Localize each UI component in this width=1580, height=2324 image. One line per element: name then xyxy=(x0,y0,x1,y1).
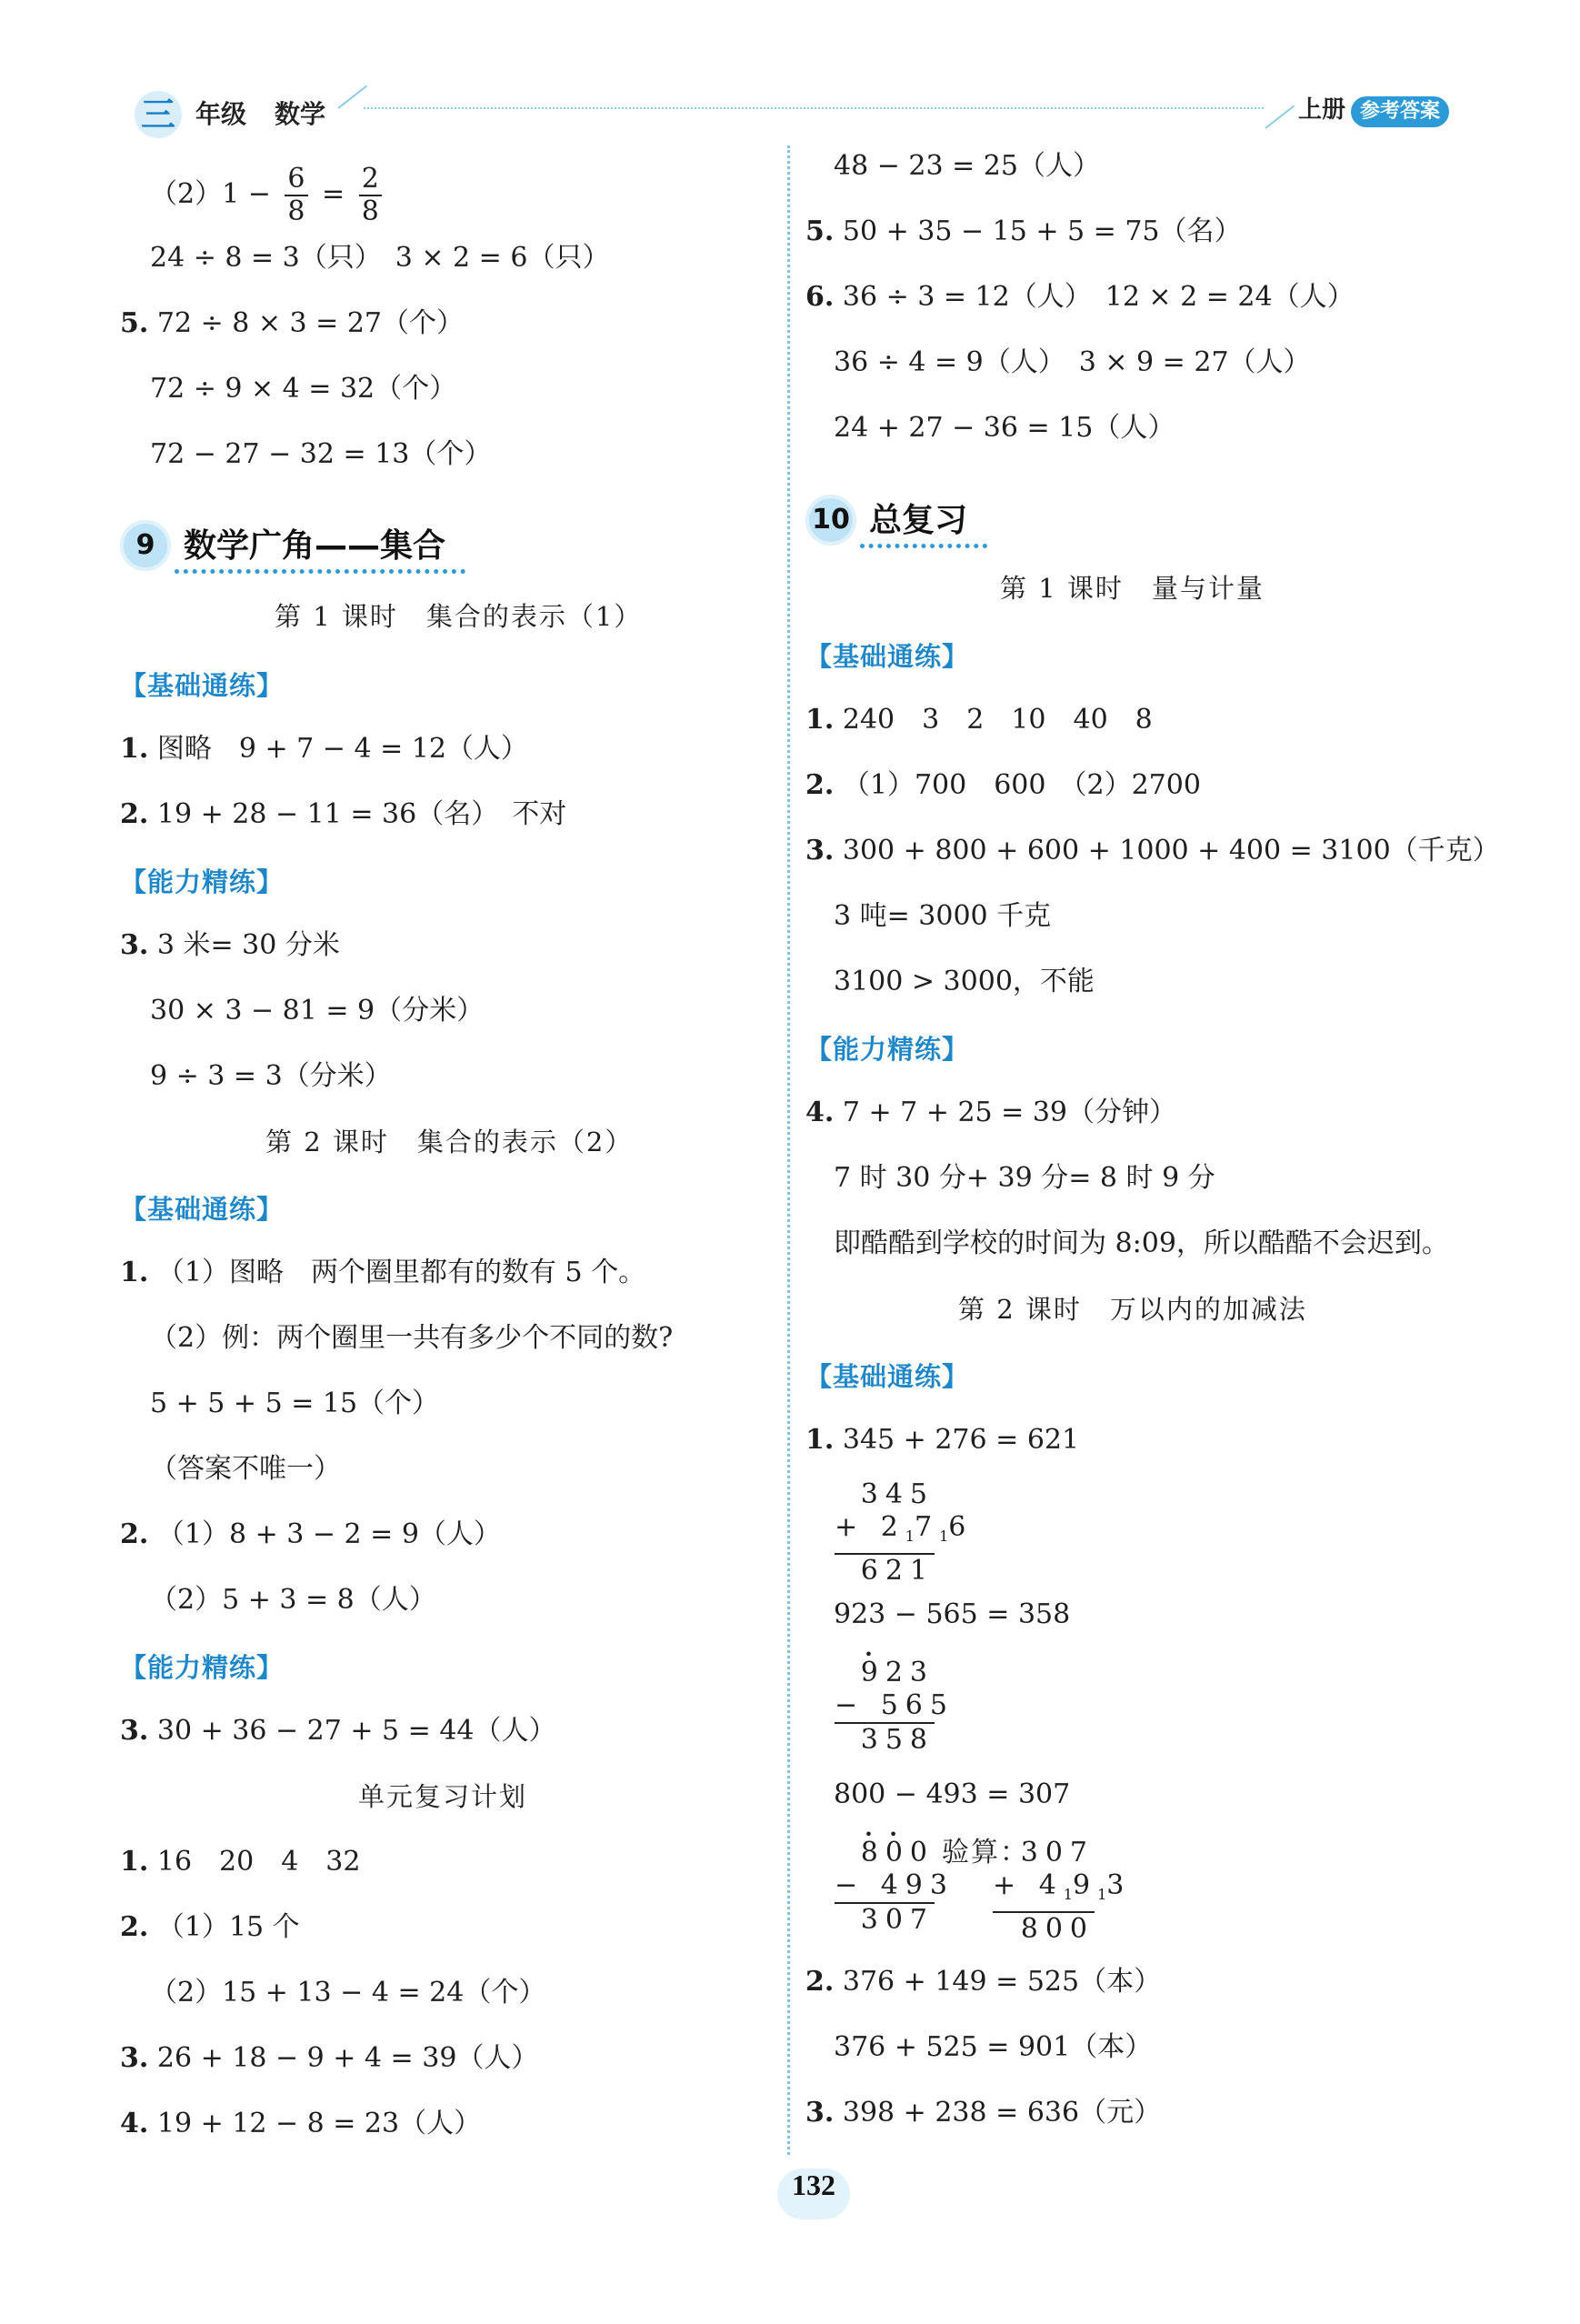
answer-line: 24 ÷ 8 = 3（只） 3 × 2 = 6（只） xyxy=(150,242,610,274)
header-rule xyxy=(364,107,1264,109)
question-4: 4. 7 + 7 + 25 = 39（分钟） xyxy=(805,1097,1177,1128)
answer-key-tag: 参考答案 xyxy=(1351,96,1449,127)
answer-line: 3 吨= 3000 千克 xyxy=(834,900,1052,932)
question-3: 3. 300 + 800 + 600 + 1000 + 400 = 3100（千克） xyxy=(805,835,1500,866)
lesson-title: 第 1 课时 集合的表示（1） xyxy=(275,601,643,632)
chapter-number: 9 xyxy=(120,520,171,571)
grade-badge: 三 xyxy=(135,91,182,138)
chapter-heading xyxy=(805,491,1078,555)
question-4: 4. 19 + 12 − 8 = 23（人） xyxy=(120,2108,482,2139)
vertical-check-addition: 307 + $4_19_13$ 800 xyxy=(993,1837,1132,1945)
question-2: 2. 19 + 28 − 11 = 36（名） 不对 xyxy=(120,798,567,830)
question-1: 1. 16 20 4 32 xyxy=(120,1846,361,1878)
answer-line: 923 − 565 = 358 xyxy=(834,1598,1071,1630)
page-header xyxy=(0,0,1580,155)
fraction: $\frac{2}{8}$ xyxy=(359,164,382,227)
vertical-addition: 345 + $2_17_16$ 621 xyxy=(835,1478,974,1587)
check-label: 验算： xyxy=(942,1837,1029,1868)
question-1: 1. 图略 9 + 7 − 4 = 12（人） xyxy=(120,733,528,765)
answer-line: 72 − 27 − 32 = 13（个） xyxy=(150,438,492,470)
header-decoration xyxy=(1265,105,1295,129)
chapter-underline xyxy=(175,569,465,574)
question-2: 2. （1）15 个 xyxy=(120,1911,300,1943)
section-label: 【基础通练】 xyxy=(120,670,285,701)
answer-line: 9 ÷ 3 = 3（分米） xyxy=(150,1060,392,1092)
section-label: 【能力精练】 xyxy=(120,866,285,897)
question-5: 5. 50 + 35 − 15 + 5 = 75（名） xyxy=(805,215,1242,247)
question-1: 1. 345 + 276 = 621 xyxy=(805,1424,1080,1456)
question-2: 2. 376 + 149 = 525（本） xyxy=(805,1966,1162,1998)
section-label: 【能力精练】 xyxy=(805,1034,970,1065)
review-title: 单元复习计划 xyxy=(358,1781,528,1812)
answer-line: 5 + 5 + 5 = 15（个） xyxy=(150,1387,440,1419)
chapter-title: 总复习 xyxy=(869,502,968,539)
answer-line: （2）5 + 3 = 8（人） xyxy=(150,1584,436,1616)
section-label: 【能力精练】 xyxy=(120,1652,285,1683)
chapter-heading xyxy=(120,516,484,580)
section-label: 【基础通练】 xyxy=(805,641,970,672)
answer-line: 30 × 3 − 81 = 9（分米） xyxy=(150,995,485,1027)
answer-line: （2）15 + 13 − 4 = 24（个） xyxy=(150,1977,546,2008)
answer-line: 24 + 27 − 36 = 15（人） xyxy=(834,412,1175,444)
question-2: 2. （1）8 + 3 − 2 = 9（人） xyxy=(120,1518,501,1550)
question-1: 1. 240 3 2 10 40 8 xyxy=(805,704,1153,736)
vertical-subtraction: • 8• 00 − 493 307 xyxy=(835,1837,935,1937)
chapter-title: 数学广角——集合 xyxy=(184,527,446,565)
question-1: 1. （1）图略 两个圈里都有的数有 5 个。 xyxy=(120,1257,646,1288)
vertical-subtraction: • 923 − 565 358 xyxy=(835,1657,935,1757)
answer-line: 376 + 525 = 901（本） xyxy=(834,2031,1153,2063)
volume-label: 上册 xyxy=(1298,96,1346,124)
answer-line: 即酷酷到学校的时间为 8:09，所以酷酷不会迟到。 xyxy=(834,1227,1449,1259)
question-6: 6. 36 ÷ 3 = 12（人） 12 × 2 = 24（人） xyxy=(805,281,1355,313)
question-2: 2. （1）700 600 （2）2700 xyxy=(805,769,1201,801)
question-3: 3. 3 米= 30 分米 xyxy=(120,929,340,961)
page-number: 132 xyxy=(777,2169,850,2219)
subject-label: 数学 xyxy=(275,99,326,129)
grade-label: 年级 xyxy=(195,99,247,129)
answer-line: 3100 > 3000，不能 xyxy=(834,966,1095,997)
chapter-underline xyxy=(860,544,987,548)
header-decoration xyxy=(337,85,367,109)
chapter-number: 10 xyxy=(805,495,856,546)
answer-line: 7 时 30 分+ 39 分= 8 时 9 分 xyxy=(834,1162,1215,1194)
section-label: 【基础通练】 xyxy=(120,1194,285,1225)
answer-line: 48 − 23 = 25（人） xyxy=(834,150,1100,182)
lesson-title: 第 2 课时 万以内的加减法 xyxy=(958,1294,1307,1325)
fraction: $\frac{6}{8}$ xyxy=(285,164,307,227)
answer-line: （答案不唯一） xyxy=(150,1453,341,1485)
lesson-title: 第 2 课时 集合的表示（2） xyxy=(265,1127,634,1157)
question-5: 5. 72 ÷ 8 × 3 = 27（个） xyxy=(120,307,465,339)
answer-line: 800 − 493 = 307 xyxy=(834,1778,1071,1810)
column-divider xyxy=(787,145,790,2155)
question-3: 3. 30 + 36 − 27 + 5 = 44（人） xyxy=(120,1715,556,1747)
answer-line: 36 ÷ 4 = 9（人） 3 × 9 = 27（人） xyxy=(834,346,1311,378)
section-label: 【基础通练】 xyxy=(805,1361,970,1392)
question-3: 3. 26 + 18 − 9 + 4 = 39（人） xyxy=(120,2042,539,2074)
lesson-title: 第 1 课时 量与计量 xyxy=(1000,573,1265,604)
answer-line: （2）1 − $\frac{6}{8}$ = $\frac{2}{8}$ xyxy=(150,164,387,218)
answer-line: 72 ÷ 9 × 4 = 32（个） xyxy=(150,373,457,405)
question-3: 3. 398 + 238 = 636（元） xyxy=(805,2097,1162,2129)
answer-line: （2）例：两个圈里一共有多少个不同的数? xyxy=(150,1322,674,1354)
